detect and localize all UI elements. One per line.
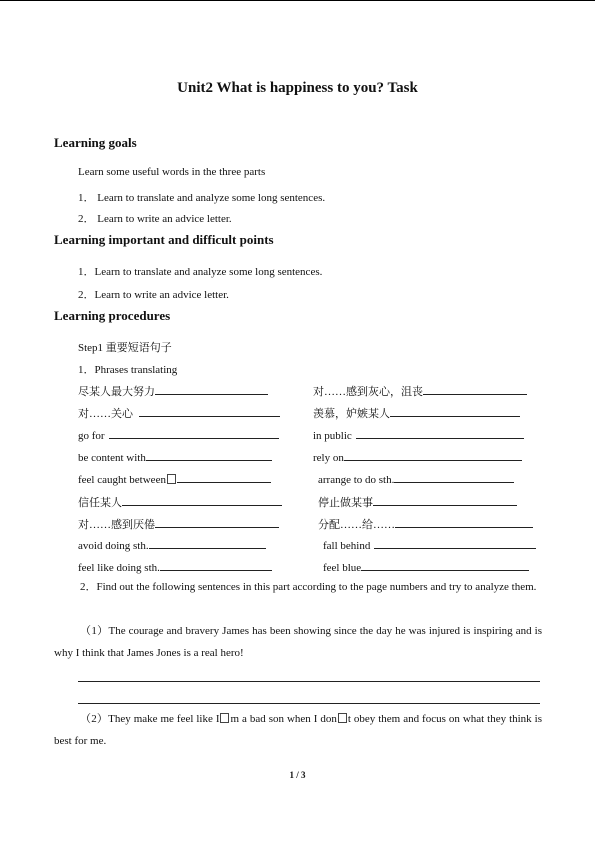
missing-glyph-icon — [220, 713, 229, 723]
top-border — [0, 0, 595, 1]
phrase-right-8: fall behind — [323, 538, 536, 552]
task2-instruction: 2．Find out the following sentences in this part according to the page numbers and try to analyze them. — [80, 581, 537, 593]
goals-item-2: 2． Learn to write an advice letter. — [78, 213, 232, 225]
goals-intro: Learn some useful words in the three parts — [78, 166, 266, 178]
points-item-2: 2．Learn to write an advice letter. — [78, 289, 229, 301]
points-heading: Learning important and difficult points — [54, 232, 274, 247]
phrase-left-8: avoid doing sth. — [78, 538, 266, 552]
sentence-1: （1）The courage and bravery James has been showing since the day he was injured is inspiring and is why I think that James Jones is a real hero! — [54, 625, 542, 659]
goals-item-1: 1． Learn to translate and analyze some long sentences. — [78, 192, 326, 204]
phrase-right-3: in public — [313, 428, 524, 442]
phrase-left-2: 对……关心 — [78, 405, 280, 421]
sentence-2: （2）They make me feel like I m a bad son when I don t obey them and focus on what they think is best for me. — [54, 713, 542, 747]
page-number: 1 / 3 — [289, 770, 306, 780]
phrase-right-1: 对……感到灰心，沮丧 — [313, 383, 527, 399]
phrase-left-4: be content with — [78, 450, 272, 464]
page-title: Unit2 What is happiness to you? Task — [177, 80, 418, 96]
step1-label: Step1 重要短语句子 — [78, 342, 172, 354]
phrase-left-9: feel like doing sth. — [78, 560, 272, 574]
phrase-right-2: 羡慕，妒嫉某人 — [313, 405, 520, 421]
procedures-heading: Learning procedures — [54, 308, 171, 323]
phrase-left-7: 对……感到厌倦 — [78, 516, 279, 532]
phrase-right-6: 停止做某事 — [318, 494, 517, 510]
phrase-right-7: 分配……给…… — [318, 516, 533, 532]
phrase-left-1: 尽某人最大努力 — [78, 383, 268, 399]
goals-heading: Learning goals — [54, 135, 137, 150]
phrase-left-5: feel caught between — [78, 472, 271, 486]
answer-line-2 — [78, 703, 540, 704]
missing-glyph-icon — [338, 713, 347, 723]
phrase-left-3: go for — [78, 428, 279, 442]
phrases-title: 1．Phrases translating — [78, 364, 178, 376]
phrase-right-4: rely on — [313, 450, 522, 464]
points-item-1: 1．Learn to translate and analyze some long sentences. — [78, 266, 323, 278]
missing-glyph-icon — [167, 474, 176, 484]
phrase-right-9: feel blue — [323, 560, 529, 574]
answer-line-1 — [78, 681, 540, 682]
phrase-left-6: 信任某人 — [78, 494, 282, 510]
phrase-right-5: arrange to do sth. — [318, 472, 514, 486]
